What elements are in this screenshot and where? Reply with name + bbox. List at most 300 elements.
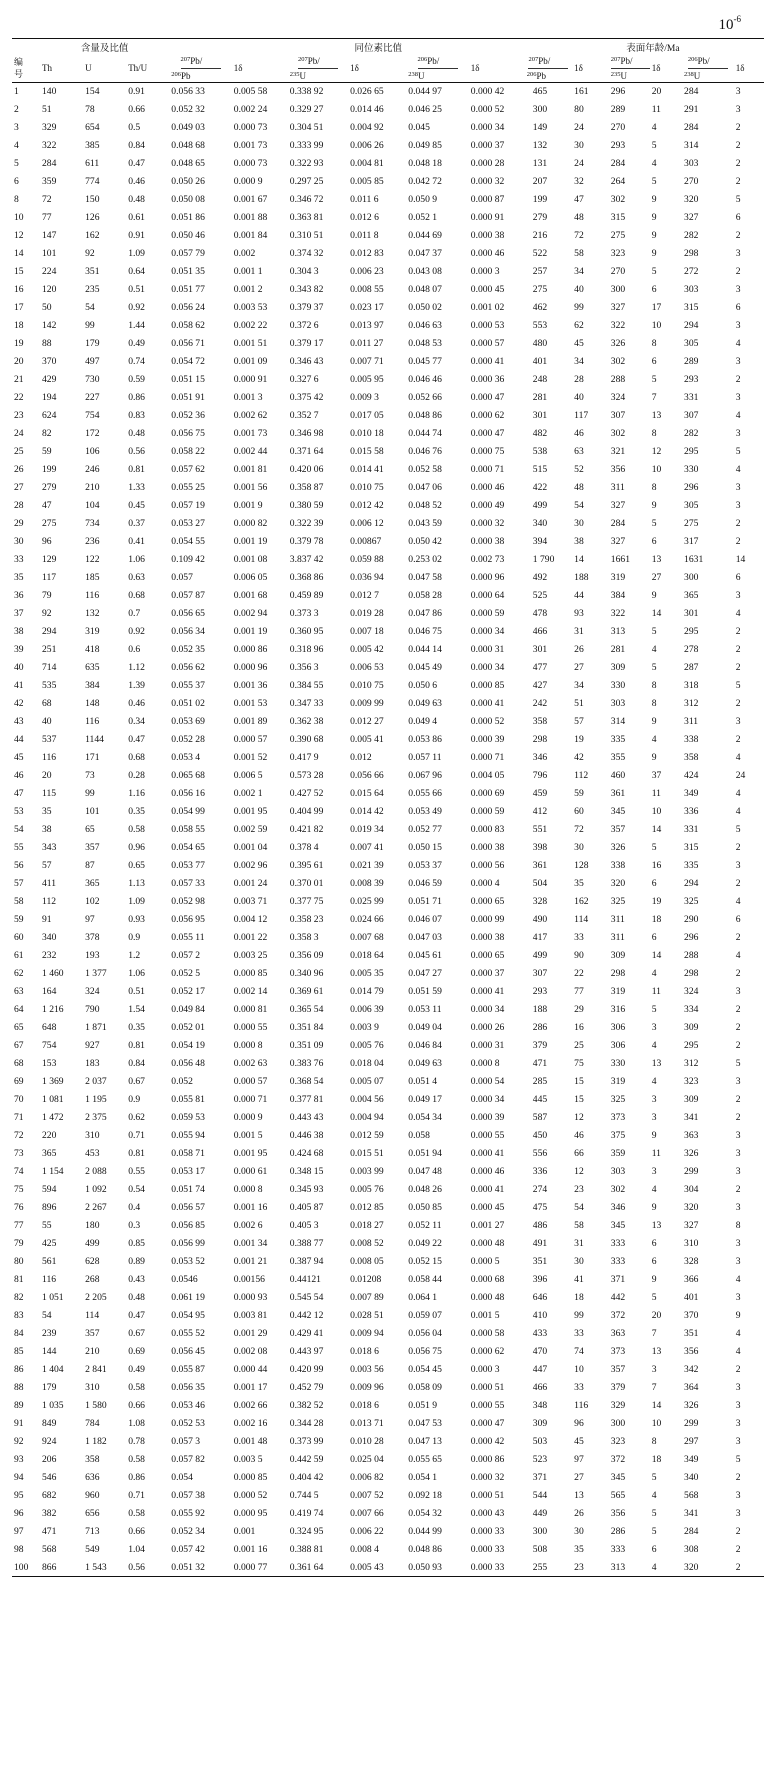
table-cell: 3 <box>735 716 741 727</box>
table-cell: 0.55 <box>128 1166 145 1177</box>
table-cell: 294 <box>684 320 699 331</box>
table-cell: 2 <box>735 968 741 979</box>
table-row <box>12 965 764 983</box>
table-cell: 314 <box>684 140 699 151</box>
table-cell: 0.010 75 <box>350 482 384 493</box>
table-cell: 5 <box>651 266 657 277</box>
table-cell: 33 <box>574 932 584 943</box>
table-cell: 410 <box>532 1310 548 1321</box>
table-cell: 0.001 34 <box>233 1238 268 1249</box>
table-cell: 16 <box>574 1022 584 1033</box>
table-cell: 312 <box>684 698 699 709</box>
table-cell: 4 <box>735 338 741 349</box>
table-cell: 0.012 27 <box>350 716 384 727</box>
table-cell: 318 <box>684 680 699 691</box>
table-cell: 351 <box>85 266 100 277</box>
table-cell: 4 <box>651 122 657 133</box>
table-cell: 15 <box>574 1094 584 1105</box>
table-cell: 0.010 28 <box>350 1436 384 1447</box>
table-cell: 132 <box>532 140 548 151</box>
table-cell: 0.044 69 <box>408 230 442 241</box>
table-cell: 0.004 94 <box>350 1112 384 1123</box>
table-row <box>12 1199 764 1217</box>
table-cell: 6 <box>651 878 657 889</box>
table-cell: 0.001 19 <box>233 626 268 637</box>
table-cell: 0.014 41 <box>350 464 384 475</box>
table-cell: 0.346 98 <box>289 428 324 439</box>
table-cell: 0.000 36 <box>470 374 505 385</box>
table-cell: 0.000 48 <box>470 1238 505 1249</box>
table-cell: 0.322 93 <box>289 158 324 169</box>
table-cell: 255 <box>525 1559 572 1577</box>
table-cell: 102 <box>85 896 100 907</box>
table-cell: 183 <box>85 1058 100 1069</box>
table-cell: 0.057 42 <box>171 1544 205 1555</box>
table-cell: 0.046 25 <box>408 104 442 115</box>
table-cell: 325 <box>610 1094 626 1105</box>
table-cell: 324 <box>85 986 100 997</box>
table-cell: 0.28 <box>128 770 145 781</box>
table-cell: 82 <box>14 1292 24 1303</box>
table-cell: 330 <box>610 680 626 691</box>
table-cell: 148 <box>85 698 100 709</box>
table-cell: 315 <box>684 842 699 853</box>
table-cell: 713 <box>85 1526 100 1537</box>
table-cell: 480 <box>532 338 548 349</box>
table-cell: 6 <box>735 212 741 223</box>
table-cell: 0.49 <box>128 1364 145 1375</box>
table-cell: 0.003 5 <box>233 1454 263 1465</box>
table-cell: 1 377 <box>85 968 107 979</box>
table-cell: 0.005 07 <box>350 1076 384 1087</box>
table-cell: 54 <box>85 302 95 313</box>
table-cell: 164 <box>42 986 57 997</box>
table-cell: 0.019 28 <box>350 608 384 619</box>
table-cell: 0.346 43 <box>289 356 324 367</box>
table-cell: 0.054 99 <box>171 806 205 817</box>
table-cell: 0.327 6 <box>289 374 319 385</box>
table-cell: 61 <box>14 950 24 961</box>
table-cell: 345 <box>610 1472 626 1483</box>
table-cell: 0.35 <box>128 806 145 817</box>
table-cell: 10 <box>651 1418 662 1429</box>
table-cell: 303 <box>684 284 699 295</box>
table-cell: 466 <box>532 1382 548 1393</box>
table-cell: 322 <box>610 320 626 331</box>
table-cell: 17 <box>14 302 24 313</box>
table-cell: 4 <box>735 608 741 619</box>
table-cell: 682 <box>42 1490 57 1501</box>
table-row <box>12 623 764 641</box>
table-cell: 0.62 <box>128 1112 145 1123</box>
table-row <box>12 443 764 461</box>
table-cell: 330 <box>610 1058 626 1069</box>
table-cell: 311 <box>610 932 625 943</box>
table-cell: 0.046 63 <box>408 320 442 331</box>
table-cell: 300 <box>684 572 699 583</box>
table-cell: 0.053 11 <box>408 1004 442 1015</box>
table-cell: 300 <box>532 1526 548 1537</box>
table-cell: 0.002 94 <box>233 608 268 619</box>
table-cell: 6 <box>651 1238 657 1249</box>
table-cell: 0.028 51 <box>350 1310 384 1321</box>
table-cell: 382 <box>42 1508 57 1519</box>
table-cell: 23 <box>14 410 24 421</box>
table-row <box>12 371 764 389</box>
table-cell: 10 <box>651 806 662 817</box>
table-cell: 132 <box>85 608 100 619</box>
table-cell: 150 <box>85 194 100 205</box>
table-cell: 275 <box>42 518 57 529</box>
table-cell: 5 <box>735 824 741 835</box>
table-cell: 0.000 26 <box>470 1022 505 1033</box>
table-cell: 0.019 34 <box>350 824 384 835</box>
table-cell: 293 <box>684 374 699 385</box>
table-cell: 2 <box>735 1184 741 1195</box>
table-cell: 38 <box>42 824 52 835</box>
table-cell: 0.057 62 <box>171 464 205 475</box>
table-cell: 25 <box>574 1040 584 1051</box>
table-cell: 2 <box>735 122 741 133</box>
table-cell: 384 <box>85 680 100 691</box>
table-cell: 47 <box>42 500 52 511</box>
table-cell: 0.058 71 <box>171 1148 205 1159</box>
table-cell: 0.047 48 <box>408 1166 442 1177</box>
table-cell: 0.000 71 <box>470 752 505 763</box>
table-cell: 0.014 42 <box>350 806 384 817</box>
table-cell: 0.052 01 <box>171 1022 205 1033</box>
table-cell: 2 <box>735 266 741 277</box>
table-cell: 0.001 19 <box>233 536 268 547</box>
table-cell: 0.005 95 <box>350 374 384 385</box>
table-cell: 0.001 16 <box>233 1544 268 1555</box>
table-cell: 568 <box>684 1490 699 1501</box>
table-row <box>12 533 764 551</box>
table-cell: 0.34 <box>128 716 145 727</box>
table-cell: 63 <box>14 986 24 997</box>
table-cell: 79 <box>42 590 52 601</box>
table-cell: 17 <box>651 302 662 313</box>
table-cell: 0.48 <box>128 194 145 205</box>
table-cell: 284 <box>684 86 699 98</box>
table-cell: 0.007 68 <box>350 932 384 943</box>
table-cell: 358 <box>532 716 548 727</box>
table-cell: 0.048 18 <box>408 158 442 169</box>
table-cell: 546 <box>42 1472 57 1483</box>
table-cell: 329 <box>610 1400 626 1411</box>
table-cell: 27 <box>14 482 24 493</box>
table-cell: 18 <box>14 320 24 331</box>
table-cell: 0.000 53 <box>470 320 505 331</box>
table-row <box>12 677 764 695</box>
table-cell: 0.057 82 <box>171 1454 205 1465</box>
table-cell: 2 <box>735 644 741 655</box>
table-cell: 486 <box>532 1220 548 1231</box>
table-row <box>12 947 764 965</box>
table-cell: 0.051 77 <box>171 284 205 295</box>
table-cell: 0.86 <box>128 1472 145 1483</box>
table-cell: 0.000 32 <box>470 1472 505 1483</box>
table-cell: 0.404 42 <box>289 1472 324 1483</box>
table-cell: 304 <box>684 1184 699 1195</box>
table-cell: 0.9 <box>128 932 141 943</box>
table-cell: 0.010 75 <box>350 680 384 691</box>
table-cell: 0.045 49 <box>408 662 442 673</box>
table-cell: 0.049 63 <box>408 698 442 709</box>
table-cell: 0.051 74 <box>171 1184 205 1195</box>
table-cell: 5 <box>735 194 741 205</box>
table-cell: 0.055 87 <box>171 1364 205 1375</box>
table-cell: 8 <box>651 1436 657 1447</box>
table-cell: 475 <box>532 1202 548 1213</box>
table-cell: 0.056 62 <box>171 662 205 673</box>
table-row <box>12 1109 764 1127</box>
table-row <box>12 1001 764 1019</box>
table-cell: 0.006 26 <box>350 140 384 151</box>
table-cell: 44 <box>14 734 24 745</box>
table-cell: 0.050 26 <box>171 176 205 187</box>
table-cell: 0.001 17 <box>233 1382 268 1393</box>
table-row <box>12 839 764 857</box>
table-cell: 0.055 52 <box>171 1328 205 1339</box>
table-cell: 0.044 14 <box>408 644 442 655</box>
table-cell: 301 <box>684 608 699 619</box>
table-cell: 4 <box>650 1559 682 1577</box>
table-cell: 0.63 <box>128 572 145 583</box>
table-cell: 2 375 <box>85 1112 107 1123</box>
table-cell: 1 051 <box>42 1292 64 1303</box>
table-cell: 1 404 <box>42 1364 64 1375</box>
table-cell: 0.000 65 <box>470 950 505 961</box>
table-cell: 50 <box>42 302 52 313</box>
table-row <box>12 1289 764 1307</box>
table-cell: 340 <box>532 518 548 529</box>
table-cell: 295 <box>684 626 699 637</box>
table-cell: 0.89 <box>128 1256 145 1267</box>
table-cell: 179 <box>42 1382 57 1393</box>
table-cell: 27 <box>651 572 662 583</box>
table-cell: 66 <box>574 1148 584 1159</box>
table-cell: 0.000 32 <box>470 176 505 187</box>
table-cell: 0.0546 <box>171 1274 198 1285</box>
table-cell: 0.050 08 <box>171 194 205 205</box>
table-cell: 0.064 1 <box>408 1292 438 1303</box>
table-cell: 356 <box>610 1508 626 1519</box>
table-cell: 0.001 1 <box>233 266 263 277</box>
table-cell: 371 <box>610 1274 626 1285</box>
table-cell: 349 <box>684 1454 699 1465</box>
table-cell: 2 <box>735 176 741 187</box>
table-cell: 2 <box>735 1364 741 1375</box>
table-cell: 349 <box>684 788 699 799</box>
table-cell: 371 <box>532 1472 548 1483</box>
table-cell: 0.000 71 <box>470 464 505 475</box>
table-cell: 92 <box>42 608 52 619</box>
table-cell: 67 <box>14 1040 24 1051</box>
table-cell: 0.000 9 <box>233 1112 263 1123</box>
table-cell: 0.049 85 <box>408 140 442 151</box>
table-cell: 378 <box>85 932 100 943</box>
table-cell: 4 <box>735 1346 741 1357</box>
table-cell: 193 <box>85 950 100 961</box>
column-header-row <box>12 54 764 83</box>
table-cell: 116 <box>42 1274 57 1285</box>
table-cell: 0.424 68 <box>289 1148 324 1159</box>
table-cell: 5 <box>735 446 741 457</box>
group-header-row <box>12 39 764 55</box>
table-cell: 0.052 17 <box>171 986 205 997</box>
table-cell: 359 <box>610 1148 626 1159</box>
table-cell: 1.12 <box>128 662 145 673</box>
table-cell: 0.37 <box>128 518 145 529</box>
table-cell: 0.042 72 <box>408 176 442 187</box>
table-cell: 14 <box>574 554 584 565</box>
table-cell: 0.000 41 <box>470 1148 505 1159</box>
table-cell: 5 <box>651 1292 657 1303</box>
table-cell: 46 <box>574 1130 584 1141</box>
table-cell: 4 <box>651 734 657 745</box>
table-row <box>12 173 764 191</box>
table-cell: 0.052 1 <box>408 212 438 223</box>
table-cell: 0.002 24 <box>233 104 268 115</box>
table-cell: 0.036 94 <box>350 572 384 583</box>
table-cell: 0.374 32 <box>289 248 324 259</box>
table-cell: 0.324 95 <box>289 1526 324 1537</box>
table-cell: 0.356 09 <box>289 950 324 961</box>
table-cell: 0.005 76 <box>350 1184 384 1195</box>
table-cell: 336 <box>532 1166 548 1177</box>
table-cell: 331 <box>684 392 699 403</box>
table-cell: 0.025 99 <box>350 896 384 907</box>
table-cell: 0.001 5 <box>470 1310 500 1321</box>
table-cell: 499 <box>532 950 548 961</box>
table-cell: 0.006 5 <box>233 770 263 781</box>
table-cell: 275 <box>684 518 699 529</box>
table-cell: 0.442 12 <box>289 1310 324 1321</box>
table-cell: 522 <box>532 248 548 259</box>
table-cell: 0.000 41 <box>470 356 505 367</box>
table-cell: 0.048 86 <box>408 1544 442 1555</box>
table-cell: 0.052 15 <box>408 1256 442 1267</box>
table-cell: 0.360 95 <box>289 626 324 637</box>
table-cell: 22 <box>574 968 584 979</box>
table-cell: 0.014 46 <box>350 104 384 115</box>
table-cell: 199 <box>42 464 57 475</box>
table-cell: 0.013 71 <box>350 1418 384 1429</box>
table-cell: 320 <box>682 1559 734 1577</box>
table-cell: 310 <box>684 1238 699 1249</box>
table-cell: 2 <box>735 1094 741 1105</box>
table-row <box>12 785 764 803</box>
table-cell: 0.043 08 <box>408 266 442 277</box>
table-cell: 0.000 51 <box>470 1490 505 1501</box>
table-cell: 7 <box>651 1328 657 1339</box>
table-cell: 199 <box>532 194 548 205</box>
table-cell: 2 <box>735 626 741 637</box>
table-cell: 0.054 1 <box>408 1472 438 1483</box>
table-cell: 35 <box>42 806 52 817</box>
table-cell: 287 <box>684 662 699 673</box>
table-cell: 0.66 <box>128 1400 145 1411</box>
table-cell: 0.388 77 <box>289 1238 324 1249</box>
table-cell: 0.002 96 <box>233 860 268 871</box>
table-cell: 0.050 15 <box>408 842 442 853</box>
table-cell: 333 <box>610 1256 626 1267</box>
table-cell: 0.000 46 <box>470 248 505 259</box>
table-cell: 375 <box>610 1130 626 1141</box>
table-row <box>12 911 764 929</box>
table-cell: 0.58 <box>128 824 145 835</box>
table-cell: 0.49 <box>128 338 145 349</box>
table-cell: 0.055 11 <box>171 932 205 943</box>
table-cell: 0.00867 <box>350 536 382 547</box>
table-cell: 0.005 35 <box>350 968 384 979</box>
table-cell: 3 <box>651 1094 657 1105</box>
column-header: Th/U <box>126 54 169 83</box>
table-cell: 0.000 68 <box>470 1274 505 1285</box>
table-cell: 0.002 <box>233 248 256 259</box>
table-row <box>12 299 764 317</box>
table-cell: 315 <box>610 212 626 223</box>
table-cell: 0.000 64 <box>470 590 505 601</box>
table-cell: 0.000 91 <box>470 212 505 223</box>
table-cell: 307 <box>610 410 626 421</box>
table-cell: 326 <box>684 1148 699 1159</box>
table-cell: 34 <box>574 680 584 691</box>
table-cell: 1 <box>14 86 19 98</box>
table-cell: 7 <box>651 1382 657 1393</box>
table-cell: 363 <box>610 1328 626 1339</box>
table-cell: 24 <box>574 122 584 133</box>
table-cell: 73 <box>14 1148 24 1159</box>
table-cell: 5 <box>651 842 657 853</box>
table-cell: 0.000 5 <box>470 1256 500 1267</box>
table-cell: 9 <box>651 230 657 241</box>
table-cell: 0.001 81 <box>233 464 268 475</box>
table-row <box>12 155 764 173</box>
table-cell: 0.000 61 <box>233 1166 268 1177</box>
table-cell: 2 037 <box>85 1076 107 1087</box>
table-cell: 0.253 02 <box>408 554 442 565</box>
table-cell: 3 <box>14 122 19 133</box>
table-cell: 37 <box>651 770 662 781</box>
table-cell: 0.000 96 <box>233 662 268 673</box>
table-cell: 1 871 <box>85 1022 107 1033</box>
table-cell: 0.046 59 <box>408 878 442 889</box>
table-cell: 92 <box>85 248 95 259</box>
table-cell: 4 <box>735 806 741 817</box>
table-cell: 2 <box>735 878 741 889</box>
table-cell: 147 <box>42 230 57 241</box>
table-cell: 342 <box>684 1364 699 1375</box>
table-cell: 1 790 <box>532 554 555 565</box>
table-cell: 0.000 96 <box>470 572 505 583</box>
table-cell: 26 <box>574 644 584 655</box>
table-cell: 0.388 81 <box>289 1544 324 1555</box>
table-cell: 56 <box>14 860 24 871</box>
table-cell: 68 <box>42 698 52 709</box>
table-cell: 0.000 34 <box>470 1094 505 1105</box>
table-cell: 0.048 53 <box>408 338 442 349</box>
table-row <box>12 515 764 533</box>
table-cell: 0.056 16 <box>171 788 205 799</box>
table-cell: 74 <box>574 1346 584 1357</box>
table-cell: 4 <box>735 464 741 475</box>
table-cell: 0.001 09 <box>233 356 268 367</box>
table-cell: 15 <box>574 1076 584 1087</box>
table-cell: 523 <box>532 1454 548 1465</box>
table-cell: 59 <box>42 446 52 457</box>
